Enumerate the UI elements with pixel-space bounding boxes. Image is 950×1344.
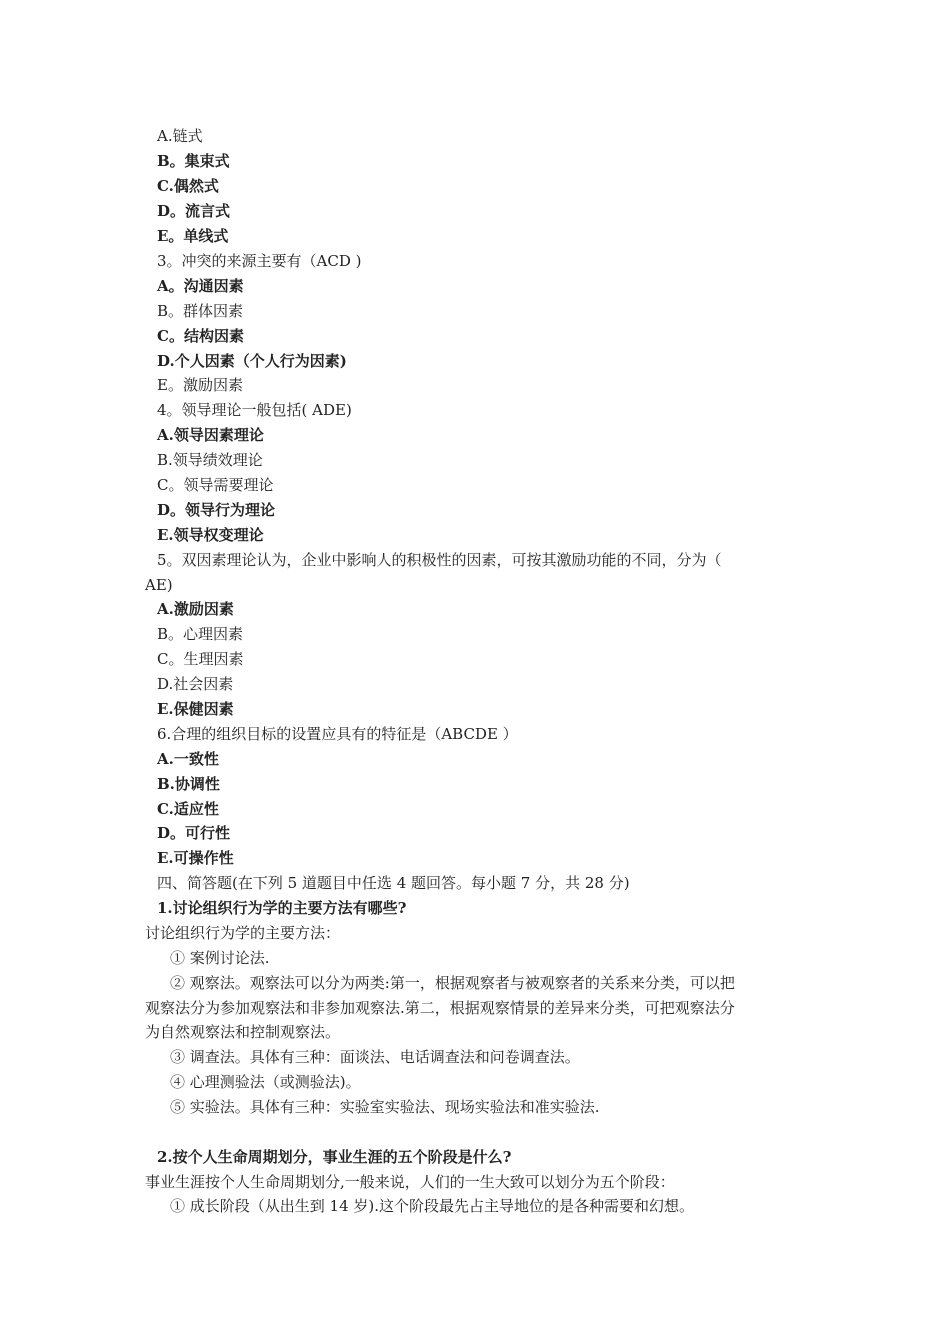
option-e-single-line: E。单线式 <box>157 227 229 245</box>
q4-option-a: A.领导因素理论 <box>157 426 264 444</box>
answer-1-item-1: ① 案例讨论法. <box>170 949 270 967</box>
question-3: 3。冲突的来源主要有（ACD ) <box>157 252 362 270</box>
q4-option-e: E.领导权变理论 <box>157 526 264 544</box>
q3-option-b: B。群体因素 <box>157 302 244 320</box>
q6-option-c: C.适应性 <box>157 800 219 818</box>
option-a-chain: A.链式 <box>157 127 203 145</box>
q6-option-b: B.协调性 <box>157 775 220 793</box>
q6-option-a: A.一致性 <box>157 750 219 768</box>
q3-option-d: D.个人因素（个人行为因素) <box>157 352 347 370</box>
q5-option-a: A.激励因素 <box>157 600 234 618</box>
q4-option-d: D。领导行为理论 <box>157 501 276 519</box>
q5-option-b: B。心理因素 <box>157 625 244 643</box>
section-heading-short-answer: 四、简答题(在下列 5 道题目中任选 4 题回答。每小题 7 分，共 28 分) <box>157 874 630 892</box>
question-6: 6.合理的组织目标的设置应具有的特征是（ABCDE ） <box>157 725 518 743</box>
q4-option-b: B.领导绩效理论 <box>157 451 263 469</box>
q5-option-c: C。生理因素 <box>157 650 244 668</box>
question-4: 4。领导理论一般包括( ADE) <box>157 401 352 419</box>
q6-option-e: E.可操作性 <box>157 849 234 867</box>
short-answer-question-2: 2.按个人生命周期划分，事业生涯的五个阶段是什么? <box>157 1148 512 1166</box>
answer-2-item-1: ① 成长阶段（从出生到 14 岁).这个阶段最先占主导地位的是各种需要和幻想。 <box>170 1197 695 1215</box>
q3-option-c: C。结构因素 <box>157 327 244 345</box>
question-5: 5。双因素理论认为，企业中影响人的积极性的因素，可按其激励功能的不同，分为（ <box>157 551 722 569</box>
answer-1-item-3: ③ 调查法。具体有三种：面谈法、电话调查法和问卷调查法。 <box>170 1048 580 1066</box>
answer-1-item-2-end: 为自然观察法和控制观察法。 <box>145 1023 341 1041</box>
answer-1-item-5: ⑤ 实验法。具体有三种：实验室实验法、现场实验法和准实验法. <box>170 1098 600 1116</box>
q5-option-d: D.社会因素 <box>157 675 234 693</box>
question-5-continued: AE) <box>145 576 173 594</box>
answer-2-intro: 事业生涯按个人生命周期划分,一般来说，人们的一生大致可以划分为五个阶段： <box>145 1173 675 1191</box>
q4-option-c: C。领导需要理论 <box>157 476 274 494</box>
answer-1-item-2-continued: 观察法分为参加观察法和非参加观察法.第二，根据观察情景的差异来分类，可把观察法分 <box>145 999 735 1017</box>
q5-option-e: E.保健因素 <box>157 700 234 718</box>
q3-option-e: E。激励因素 <box>157 376 243 394</box>
q3-option-a: A。沟通因素 <box>157 277 244 295</box>
option-b-cluster: B。集束式 <box>157 152 230 170</box>
answer-1-item-4: ④ 心理测验法（或测验法)。 <box>170 1073 361 1091</box>
answer-1-item-2: ② 观察法。观察法可以分为两类:第一，根据观察者与被观察者的关系来分类，可以把 <box>170 974 735 992</box>
option-d-rumor: D。流言式 <box>157 202 231 220</box>
q6-option-d: D。可行性 <box>157 824 231 842</box>
option-c-random: C.偶然式 <box>157 177 219 195</box>
short-answer-question-1: 1.讨论组织行为学的主要方法有哪些? <box>157 899 407 917</box>
answer-1-intro: 讨论组织行为学的主要方法： <box>145 924 341 942</box>
